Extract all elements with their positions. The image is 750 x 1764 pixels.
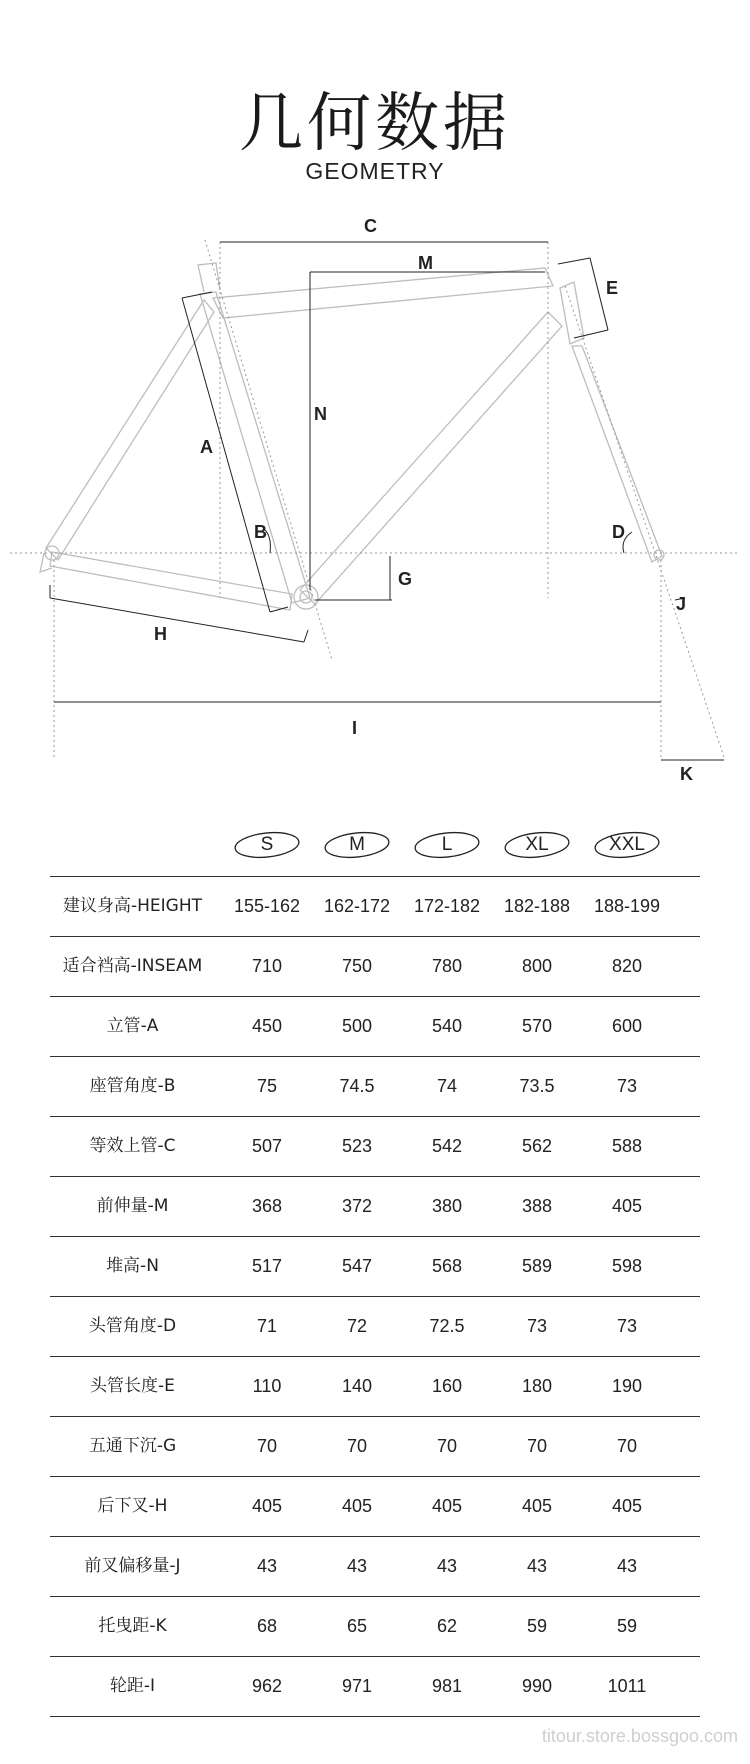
- table-cell: 405: [341, 1496, 373, 1516]
- size-chip-xxl: [592, 828, 662, 862]
- table-cell: 43: [526, 1556, 548, 1576]
- table-cell: 388: [521, 1196, 553, 1216]
- label-g: G: [398, 569, 413, 589]
- table-cell: 542: [431, 1136, 463, 1156]
- page-subtitle: GEOMETRY: [305, 158, 445, 184]
- table-cell: 182-188: [503, 896, 571, 916]
- table-cell: 1011: [607, 1676, 647, 1696]
- row-label: 堆高-N: [106, 1256, 159, 1276]
- table-cell: 74.5: [339, 1076, 375, 1096]
- table-cell: 405: [431, 1496, 463, 1516]
- label-m: M: [418, 253, 433, 273]
- size-chip-xl: [502, 828, 572, 862]
- label-i: I: [352, 718, 358, 738]
- table-cell: 43: [256, 1556, 278, 1576]
- label-k: K: [680, 764, 693, 784]
- table-row: [50, 1236, 700, 1296]
- dimension-lines: [50, 242, 724, 760]
- table-cell: 70: [346, 1436, 368, 1456]
- row-label: 建议身高-HEIGHT: [62, 896, 202, 916]
- row-label: 五通下沉-G: [88, 1436, 177, 1456]
- table-cell: 162-172: [323, 896, 391, 916]
- table-cell: 820: [611, 956, 643, 976]
- table-cell: 523: [341, 1136, 373, 1156]
- label-d: D: [612, 522, 625, 542]
- table-cell: 73.5: [519, 1076, 555, 1096]
- guide-lines: [10, 240, 740, 760]
- size-label: XL: [525, 834, 549, 855]
- table-cell: 500: [341, 1016, 373, 1036]
- table-cell: 68: [256, 1616, 278, 1636]
- table-row: [50, 1356, 700, 1416]
- table-cell: 450: [251, 1016, 283, 1036]
- table-row: [50, 1416, 700, 1476]
- table-cell: 990: [521, 1676, 553, 1696]
- row-label: 后下叉-H: [97, 1496, 168, 1516]
- table-cell: 380: [431, 1196, 463, 1216]
- table-cell: 59: [616, 1616, 638, 1636]
- table-cell: 73: [526, 1316, 548, 1336]
- row-label: 头管长度-E: [90, 1376, 175, 1396]
- table-cell: 43: [616, 1556, 638, 1576]
- table-cell: 70: [526, 1436, 548, 1456]
- table-cell: 70: [616, 1436, 638, 1456]
- table-cell: 65: [346, 1616, 368, 1636]
- table-cell: 110: [252, 1376, 282, 1396]
- table-cell: 62: [436, 1616, 458, 1636]
- table-cell: 750: [341, 956, 373, 976]
- table-cell: 43: [436, 1556, 458, 1576]
- label-b: B: [254, 522, 267, 542]
- row-label: 立管-A: [106, 1016, 159, 1036]
- table-cell: 971: [341, 1676, 373, 1696]
- table-cell: 160: [431, 1376, 463, 1396]
- table-cell: 540: [431, 1016, 463, 1036]
- size-label: L: [441, 834, 453, 855]
- table-cell: 71: [256, 1316, 278, 1336]
- table-cell: 600: [611, 1016, 643, 1036]
- table-cell: 180: [521, 1376, 553, 1396]
- table-row: [50, 1116, 700, 1176]
- row-label: 适合裆高-INSEAM: [62, 956, 203, 976]
- table-cell: 710: [251, 956, 283, 976]
- table-cell: 598: [611, 1256, 643, 1276]
- table-cell: 981: [431, 1676, 463, 1696]
- table-cell: 405: [611, 1196, 643, 1216]
- row-label: 轮距-I: [109, 1676, 156, 1696]
- size-chip-s: [232, 828, 302, 862]
- table-cell: 70: [436, 1436, 458, 1456]
- size-chip-l: [412, 828, 482, 862]
- size-chip-m: [322, 828, 392, 862]
- label-h: H: [154, 624, 167, 644]
- diagram-labels: [154, 216, 693, 784]
- table-cell: 405: [611, 1496, 643, 1516]
- table-cell: 140: [341, 1376, 373, 1396]
- table-cell: 368: [251, 1196, 283, 1216]
- watermark: titour.store.bossgoo.com: [541, 1726, 738, 1746]
- label-e: E: [606, 278, 619, 298]
- row-label: 前叉偏移量-J: [84, 1556, 181, 1576]
- table-cell: 547: [341, 1256, 373, 1276]
- size-label: S: [260, 834, 274, 855]
- table-row: [50, 1176, 700, 1236]
- table-cell: 73: [616, 1316, 638, 1336]
- row-label: 头管角度-D: [88, 1316, 177, 1336]
- table-row: [50, 996, 700, 1056]
- table-cell: 405: [521, 1496, 553, 1516]
- table-row: [50, 1476, 700, 1536]
- table-cell: 562: [521, 1136, 553, 1156]
- table-cell: 155-162: [233, 896, 301, 916]
- label-j: J: [676, 594, 687, 614]
- table-cell: 780: [431, 956, 463, 976]
- table-row: [50, 1056, 700, 1116]
- table-cell: 507: [251, 1136, 283, 1156]
- geometry-diagram: [0, 0, 750, 790]
- table-row: [50, 876, 700, 936]
- table-cell: 73: [616, 1076, 638, 1096]
- table-cell: 589: [521, 1256, 553, 1276]
- page-title: 几何数据: [239, 87, 511, 161]
- label-n: N: [314, 404, 327, 424]
- table-cell: 172-182: [413, 896, 481, 916]
- row-label: 等效上管-C: [89, 1136, 176, 1156]
- table-cell: 75: [256, 1076, 278, 1096]
- geometry-table: [50, 820, 700, 1717]
- table-row: [50, 936, 700, 996]
- table-cell: 70: [256, 1436, 278, 1456]
- table-body: [50, 876, 700, 1717]
- size-label: M: [349, 834, 365, 855]
- row-label: 托曳距-K: [98, 1616, 167, 1636]
- label-a: A: [200, 437, 213, 457]
- table-row: [50, 1536, 700, 1596]
- table-cell: 588: [611, 1136, 643, 1156]
- table-cell: 372: [341, 1196, 373, 1216]
- table-row: [50, 1596, 700, 1656]
- table-cell: 59: [526, 1616, 548, 1636]
- table-cell: 570: [521, 1016, 553, 1036]
- table-cell: 962: [251, 1676, 283, 1696]
- label-c: C: [364, 216, 377, 236]
- table-cell: 72.5: [429, 1316, 465, 1336]
- table-cell: 517: [251, 1256, 283, 1276]
- table-cell: 72: [346, 1316, 368, 1336]
- table-row: [50, 1296, 700, 1356]
- table-row: [50, 1656, 700, 1717]
- bike-frame: [40, 263, 664, 610]
- size-label: XXL: [609, 834, 645, 855]
- table-cell: 188-199: [593, 896, 661, 916]
- table-cell: 568: [431, 1256, 463, 1276]
- size-header: [50, 820, 700, 876]
- table-cell: 43: [346, 1556, 368, 1576]
- row-label: 前伸量-M: [96, 1196, 169, 1216]
- table-cell: 405: [251, 1496, 283, 1516]
- table-cell: 800: [521, 956, 553, 976]
- table-cell: 74: [436, 1076, 458, 1096]
- row-label: 座管角度-B: [89, 1076, 176, 1096]
- table-cell: 190: [611, 1376, 643, 1396]
